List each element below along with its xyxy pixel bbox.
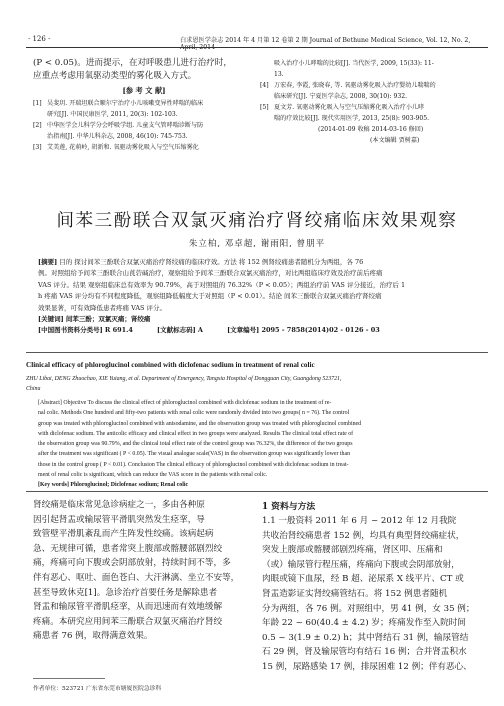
reference-item <box>33 98 259 120</box>
abstract-text: VAS 评分。结果 观察组临床总有效率为 90.79%，高于对照组的 76.32%（P < 0.05）；两组治疗前 VAS 评分接近，治疗后 1 <box>38 280 406 289</box>
reference-item <box>33 142 259 153</box>
reference-text: 吴斐玥. 开瑞坦联合顺尔宁治疗小儿咳嗽变异性哮喘的临床 <box>47 100 204 107</box>
abstract-text: h 疼痛 VAS 评分均有不同程度降低，观察组降低幅度大于对照组（P < 0.01）。结论 间苯三酚联合双氯灭痛治疗肾绞痛 <box>38 292 382 301</box>
reference-text: 喘的疗效比较[J]. 现代实用医学, 2013, 25(8): 903-905. <box>274 115 430 122</box>
divider <box>26 352 488 353</box>
keywords-chinese: [关键词] 间苯三酚；双氯灭痛；肾绞痛 <box>38 315 151 324</box>
abstract-en-line: [Abstract] Objective To discuss the clinical effect of phloroglucinol combined with diclofenac sodium in the treatment of re- <box>38 400 332 406</box>
previous-article-conclusion <box>33 57 255 82</box>
reference-number: [3] <box>33 144 42 151</box>
page-number: · 126 · <box>28 35 51 43</box>
abstract-en-line: ment of renal colic is significant, which can reduce the VAS score in the patients with renal colic. <box>38 472 268 479</box>
body-line: 共收治肾绞痛患者 152 例，均具有典型肾绞痛症状， <box>262 530 465 541</box>
article-title: 间苯三酚联合双氯灭痛治疗肾绞痛临床效果观察 <box>56 211 458 231</box>
references-list-right <box>260 58 490 146</box>
body-line: 0.5 ~ 3(1.9 ± 0.2) h；其中肾结石 31 例，输尿管结 <box>262 632 469 643</box>
english-country: China <box>26 386 41 393</box>
abstract-en-line: after the treatment was significant ( P < 0.05). The visual analogue scale(VAS) in the observation group was significantly lower than <box>38 451 351 458</box>
body-line: 肾绞痛是临床常见急诊病症之一，多由各种原 <box>33 500 205 510</box>
body-line: 分为两组，各 76 例。对照组中，男 41 例，女 35 例； <box>262 603 475 614</box>
reference-number: [4] <box>260 82 269 89</box>
introduction-paragraph <box>33 498 249 644</box>
body-line: 伴有恶心、呕吐、面色苍白、大汗淋漓、坐立不安等， <box>33 572 240 583</box>
abstract-english <box>38 398 484 491</box>
abstract-en-line: those in the control group ( P < 0.01). Conclusion The clinical efficacy of phloroglucinol combined with diclofenac sodium in treat- <box>38 461 349 468</box>
journal-info: 白求恩医学杂志 2014 年 4 月第 12 卷第 2 期 Journal of Bethune Medical Science, Vol. 12, No. 2, April, 2014 <box>180 37 471 51</box>
body-line: 甚至导致休克[1]。急诊治疗首要任务是解除患者 <box>33 587 218 598</box>
abstract-line <box>38 257 478 268</box>
abstract-en-line: with diclofenac sodium. The anticolic efficacy and clinical effect in two groups were analyzed. Results The clinical total effect rate of <box>38 430 354 437</box>
reference-item <box>260 102 490 124</box>
editor-note: (本文编辑 贾树嘉) <box>370 137 420 144</box>
classification-row <box>38 325 478 336</box>
text-line: 应重点考虑用氧驱动类型的雾化吸入方式。 <box>33 70 197 81</box>
abstract-en-line: group was treated with phloroglucinol combined with anisodamine, and the observation group was treated with phloroglucinol combined <box>38 420 362 427</box>
reference-number: [2] <box>33 122 42 129</box>
reference-number: [5] <box>260 104 269 111</box>
document-code: [文献标志码] A <box>157 326 203 335</box>
reference-text: 研究[J]. 中国民康医学, 2011, 20(3): 102-103. <box>47 111 178 118</box>
body-line: 突发上腹部或髂腰部剧烈疼痛，肾区叩、压痛和 <box>262 545 443 556</box>
english-title: Clinical efficacy of phloroglucinol combined with diclofenac sodium in treatment of renal colic <box>26 361 315 369</box>
reference-text: 13. <box>274 71 284 78</box>
abstract-en-line: nal colic. Methods One hundred and fifty-two patients with renal colic were randomly divided into two groups( n = 76). The control <box>38 410 350 417</box>
body-line: 肾盂和输尿管平滑肌痉挛，从而迅速而有效地缓解 <box>33 602 223 613</box>
section-heading: 1 资料与方法 <box>262 502 316 512</box>
body-line: 1.1 一般资料 2011 年 6 月 ~ 2012 年 12 月我院 <box>262 516 457 526</box>
divider <box>26 491 488 492</box>
abstract-text: 例。对照组给予间苯三酚联合山莨菪碱治疗，观察组给予间苯三酚联合双氯灭痛治疗，对比两组临床疗效及治疗前后疼痛 <box>38 269 383 278</box>
english-authors <box>26 374 496 395</box>
body-line: 致管壁平滑肌紊乱而产生阵发性绞痛。该病起病 <box>33 529 214 540</box>
article-authors: 朱立柏, 邓卓超, 谢雨阳, 曾朋平 <box>188 239 326 249</box>
reference-item <box>260 80 490 102</box>
reference-text: 中华医学会儿科学分会呼吸学组. 儿童支气管哮喘诊断与防 <box>47 122 204 129</box>
reference-number: [1] <box>33 100 42 107</box>
text-line: (P < 0.05)。进而提示，在对呼吸患儿进行治疗时， <box>33 58 232 68</box>
clc-number: [中国图书资料分类号] R 691.4 <box>38 326 133 335</box>
body-line: 肉眼或镜下血尿，经 B 超、泌尿系 X 线平片、CT 或 <box>262 574 464 585</box>
abstract-label: [摘要] <box>38 258 58 266</box>
reference-text: 临床研究[J]. 宁夏医学杂志, 2008, 30(10): 932. <box>274 93 408 100</box>
keywords-english: [Key words] Phloroglucinol; Diclofenac sodium; Renal colic <box>38 482 189 489</box>
reference-text: 艾美莲, 花萌岭, 胡新和. 氧驱动雾化吸入与空气压缩雾化 <box>47 144 199 151</box>
abstract-text: 目的 探讨间苯三酚联合双氯灭痛治疗肾绞痛的临床疗效。方法 将 152 例肾绞痛患者随机分为两组，各 76 <box>59 258 364 266</box>
abstract-chinese <box>38 257 478 337</box>
body-line: 痛，疼痛可向下腹或会阴部放射，持续时间不等，多 <box>33 558 231 569</box>
body-line: 因引起肾盂或输尿管平滑肌突然发生痉挛，导 <box>33 514 205 525</box>
footnote-rule <box>33 678 105 679</box>
body-line: 急、无规律可循，患者常突上腹部或髂腰部剧烈绞 <box>33 543 223 554</box>
body-line: （或）输尿管行程压痛，疼痛向下腹或会阴部放射， <box>262 559 460 570</box>
running-header <box>26 34 488 51</box>
header-rule <box>26 47 488 48</box>
reference-text: 治指南[J]. 中华儿科杂志, 2008, 46(10): 745-753. <box>47 133 188 140</box>
received-date: (2014-01-09 收稿 2014-03-16 修回) <box>318 126 424 133</box>
article-number: [文章编号] 2095 - 7858(2014)02 - 0126 - 03 <box>227 326 380 335</box>
reference-text: 吸入治疗小儿哮喘的比较[J]. 当代医学, 2009, 15(33): 11- <box>274 60 434 67</box>
reference-text: 万宏春, 李霞, 张晓春, 等. 氧驱动雾化吸入治疗婴幼儿喘喘的 <box>274 82 436 89</box>
references-heading: [参 考 文 献] <box>122 86 166 95</box>
body-line: 疼痛。本研究应用间苯三酚联合双氯灭痛治疗肾绞 <box>33 616 223 627</box>
body-line: 年龄 22 ~ 60(40.4 ± 4.2) 岁；疼痛发作至入院时间 <box>262 618 466 629</box>
body-line: 15 例，尿路感染 17 例，排尿困难 12 例；伴有恶心、 <box>262 661 472 672</box>
abstract-en-line: the observation group was 90.79%, and the clinical total effect rate of the control group was 76.32%, the difference of the two groups <box>38 441 353 448</box>
body-line: 肾盂造影证实肾绞痛管结石。将 152 例患者随机 <box>262 588 448 599</box>
references-list-left <box>33 98 259 153</box>
methods-paragraph <box>262 514 492 675</box>
reference-item <box>33 120 259 142</box>
body-line: 石 29 例，肾及输尿管均有结石 16 例；合并肾盂积水 <box>262 647 467 658</box>
english-author-line: ZHU Libai, DENG Zhuochao, XIE Yuiang, et al. Department of Emergency, Tangxia Hospital of Dongguan City, Guangdong 523721, <box>26 376 342 382</box>
author-affiliation-footnote: 作者单位：523721 广东省东莞市塘厦医院急诊科 <box>33 686 162 692</box>
abstract-text: 效果显著，可有效降低患者疼痛 VAS 评分。 <box>38 303 167 312</box>
reference-item <box>260 58 490 80</box>
body-line: 痛患者 76 例，取得满意效果。 <box>33 631 153 642</box>
reference-text: 夏文芳. 氧驱动雾化吸入与空气压缩雾化吸入治疗小儿哮 <box>274 104 425 111</box>
